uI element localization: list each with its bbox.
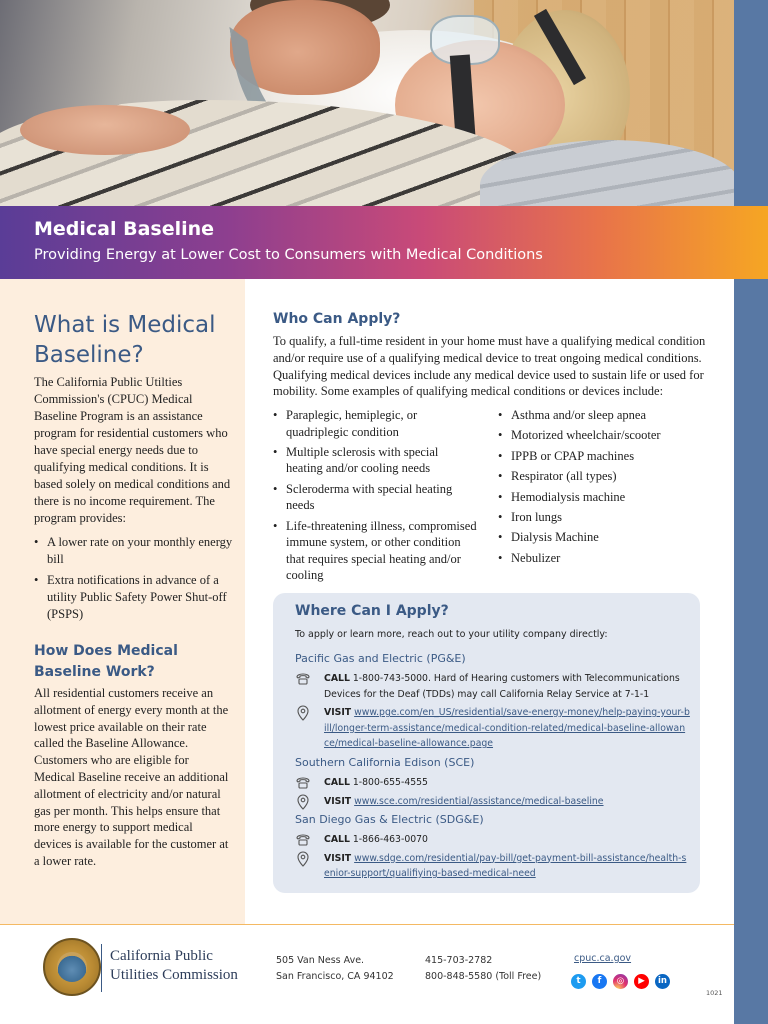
- list-item: • Extra notifications in advance of a utility Public Safety Power Shut-off (PSPS): [34, 572, 234, 623]
- list-item: • Dialysis Machine: [498, 529, 698, 546]
- document-code: 1021: [706, 989, 723, 997]
- phone-numbers: [425, 953, 541, 984]
- utility-name: Southern California Edison (SCE): [295, 756, 475, 769]
- youtube-icon[interactable]: ▶: [634, 974, 649, 989]
- linkedin-icon[interactable]: in: [655, 974, 670, 989]
- who-heading: Who Can Apply?: [273, 311, 401, 327]
- list-item: • Iron lungs: [498, 509, 698, 526]
- conditions-list-left: [273, 407, 478, 588]
- phone-icon: [295, 671, 311, 687]
- benefits-list: [34, 534, 234, 627]
- list-item: • Scleroderma with special heating needs: [273, 481, 478, 514]
- logo-divider: [101, 944, 102, 992]
- left-panel: [0, 279, 245, 924]
- pge-link[interactable]: www.pge.com/en_US/residential/save-energy-money/help-paying-your-bill/longer-term-assistance/medical-condition-related/medical-baseline-allowance/medical-baseline-allowance.page: [324, 707, 690, 749]
- what-heading: What is Medical Baseline?: [34, 312, 216, 368]
- facebook-icon[interactable]: f: [592, 974, 607, 989]
- list-item: • IPPB or CPAP machines: [498, 448, 698, 465]
- utility-pge: [295, 652, 690, 755]
- org-name: California Public Utilities Commission: [110, 948, 238, 983]
- utility-name: Pacific Gas and Electric (PG&E): [295, 652, 466, 665]
- title-band: [0, 206, 768, 279]
- visit-row: [295, 705, 690, 752]
- visit-label: VISIT: [324, 707, 352, 718]
- where-intro: To apply or learn more, reach out to your utility company directly:: [295, 629, 608, 640]
- call-label: CALL: [324, 777, 350, 788]
- twitter-icon[interactable]: t: [571, 974, 586, 989]
- who-body: To qualify, a full-time resident in your home must have a qualifying medical condition and/or require use of a qualifying medical device to treat ongoing medical conditions. Qualifying medical devices include any medical device used to sustain life or used for mobility. Some examples of qualifying medical conditions or devices include:: [273, 334, 706, 399]
- call-label: CALL: [324, 834, 350, 845]
- list-item: • Respirator (all types): [498, 468, 698, 485]
- list-item: • Multiple sclerosis with special heating and/or cooling needs: [273, 444, 478, 477]
- cpuc-seal-logo: [43, 938, 101, 996]
- call-text: 1-866-463-0070: [352, 834, 428, 845]
- hero-photo: [0, 0, 734, 206]
- visit-row: [295, 851, 690, 882]
- where-heading: Where Can I Apply?: [295, 603, 449, 619]
- call-row: [295, 671, 690, 702]
- list-item: • Paraplegic, hemiplegic, or quadriplegic condition: [273, 407, 478, 440]
- conditions-list-right: [498, 407, 698, 570]
- address-line: San Francisco, CA 94102: [276, 970, 394, 982]
- address: [276, 953, 394, 984]
- list-item: • A lower rate on your monthly energy bill: [34, 534, 234, 568]
- phone-icon: [295, 775, 311, 791]
- page-subtitle: Providing Energy at Lower Cost to Consumers with Medical Conditions: [34, 247, 543, 263]
- what-body: The California Public Utilties Commission's (CPUC) Medical Baseline Program is an assistance program for residential customers who have special energy needs due to qualifying medical conditions. It is based solely on medical conditions and there is no income requirement. The program provides:: [34, 375, 231, 525]
- location-pin-icon: [295, 851, 311, 867]
- list-item: • Life-threatening illness, compromised immune system, or other condition that requires special heating and/or cooling: [273, 518, 478, 584]
- visit-label: VISIT: [324, 852, 352, 864]
- instagram-icon[interactable]: ◎: [613, 974, 628, 989]
- phone-line: 800-848-5580 (Toll Free): [425, 970, 542, 982]
- hand: [20, 105, 190, 155]
- visit-row: [295, 794, 690, 810]
- list-item: • Nebulizer: [498, 550, 698, 567]
- location-pin-icon: [295, 705, 311, 721]
- where-box: [273, 593, 700, 893]
- location-pin-icon: [295, 794, 311, 810]
- visit-label: VISIT: [324, 795, 352, 807]
- website-link[interactable]: cpuc.ca.gov: [574, 953, 632, 964]
- how-heading: How Does Medical Baseline Work?: [34, 643, 178, 680]
- address-line: 505 Van Ness Ave.: [276, 955, 365, 966]
- footer-divider: [0, 924, 734, 925]
- phone-icon: [295, 832, 311, 848]
- call-row: [295, 775, 690, 791]
- utility-name: San Diego Gas & Electric (SDG&E): [295, 813, 484, 826]
- list-item: • Asthma and/or sleep apnea: [498, 407, 698, 424]
- call-text: 1-800-743-5000. Hard of Hearing customers with Telecommunications Devices for the Deaf (TDDs) may call California Relay Service at 7-1-1: [324, 673, 680, 700]
- utility-sdge: [295, 813, 690, 885]
- list-item: • Motorized wheelchair/scooter: [498, 427, 698, 444]
- call-row: [295, 832, 690, 848]
- sce-link[interactable]: www.sce.com/residential/assistance/medical-baseline: [354, 795, 604, 807]
- list-item: • Hemodialysis machine: [498, 489, 698, 506]
- side-strip: [734, 0, 768, 1024]
- call-label: CALL: [324, 673, 350, 684]
- how-body: All residential customers receive an allotment of energy every month at the lowest price available on their rate called the Baseline Allowance. Customers who are eligible for Medical Baseline receive an additional allotment of electricity and/or natural gas per month. This helps ensure that more energy to support medical devices is available for the customer at a lower rate.: [34, 686, 229, 868]
- social-links: [571, 974, 670, 989]
- utility-sce: [295, 756, 690, 812]
- call-text: 1-800-655-4555: [352, 777, 428, 788]
- page-title: Medical Baseline: [34, 218, 215, 240]
- phone-line: 415-703-2782: [425, 955, 493, 966]
- sdge-link[interactable]: www.sdge.com/residential/pay-bill/get-payment-bill-assistance/health-senior-support/qualifiying-based-medical-need: [324, 852, 687, 879]
